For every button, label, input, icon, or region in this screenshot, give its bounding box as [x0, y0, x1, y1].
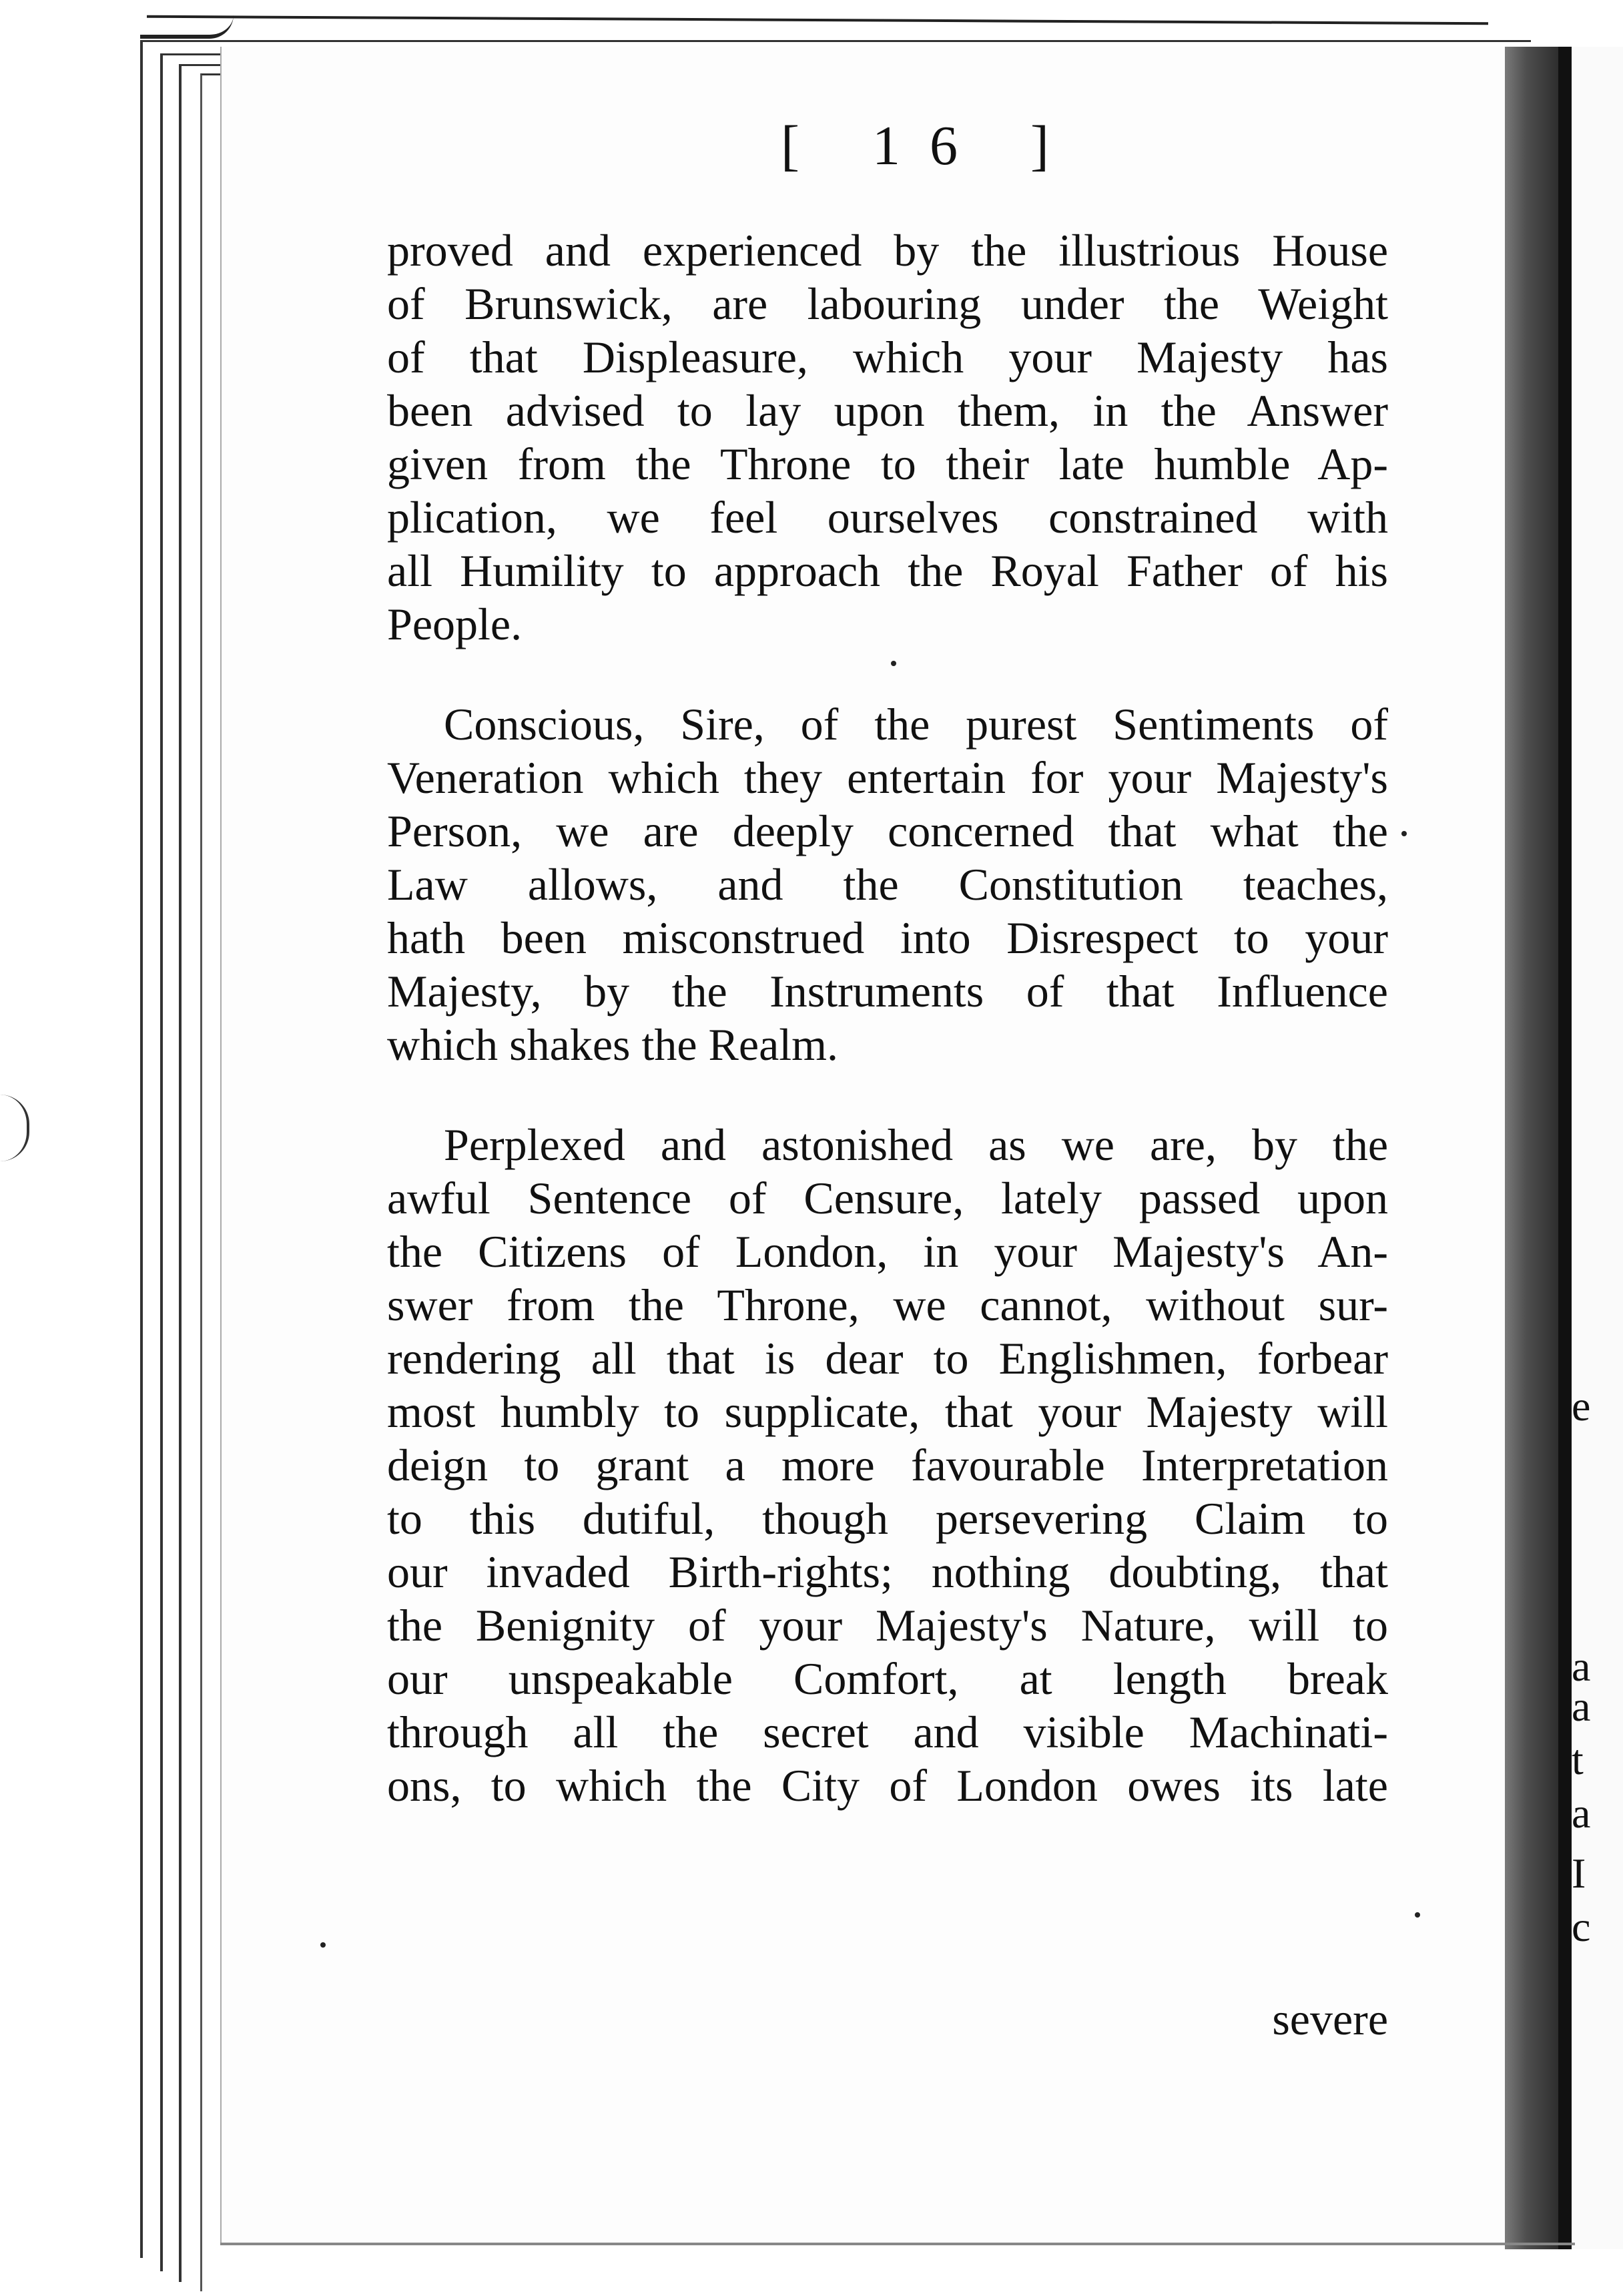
scan-top-edge: [147, 15, 1488, 25]
ink-speck: [1401, 831, 1407, 836]
facing-page-fragment: a: [1572, 1683, 1591, 1730]
text-line: awful Sentence of Censure, lately passed upon: [387, 1173, 1388, 1223]
text-line: which shakes the Realm.: [387, 1019, 839, 1070]
text-line: Majesty, by the Instruments of that Influence: [387, 966, 1388, 1017]
text-line: Perplexed and astonished as we are, by the: [444, 1119, 1388, 1170]
text-line: proved and experienced by the illustrious House: [387, 225, 1388, 276]
text-line: our unspeakable Comfort, at length break: [387, 1653, 1388, 1704]
text-line: of that Displeasure, which your Majesty has: [387, 332, 1388, 382]
facing-page-fragment: t: [1572, 1736, 1584, 1783]
facing-page-fragment: a: [1572, 1643, 1591, 1690]
book-gutter-shadow: [1505, 47, 1558, 2249]
text-line: deign to grant a more favourable Interpretation: [387, 1440, 1388, 1490]
text-line: Law allows, and the Constitution teaches,: [387, 859, 1388, 910]
text-line: the Citizens of London, in your Majesty's An-: [387, 1226, 1388, 1277]
text-line: plication, we feel ourselves constrained with: [387, 492, 1388, 543]
text-line: through all the secret and visible Machinati-: [387, 1707, 1388, 1757]
text-line: rendering all that is dear to Englishmen, forbear: [387, 1333, 1388, 1384]
facing-page-fragment: c: [1572, 1903, 1591, 1950]
text-line: Veneration which they entertain for your Majesty's: [387, 752, 1388, 803]
ink-speck: [1415, 1912, 1420, 1918]
scan-left-artifact: [0, 1095, 29, 1161]
text-line: been advised to lay upon them, in the Answer: [387, 385, 1388, 436]
scan-edge-mark: [140, 15, 234, 39]
text-line: our invaded Birth-rights; nothing doubting, that: [387, 1546, 1388, 1597]
facing-page-edge: [1572, 47, 1623, 2249]
page-number: [ 16 ]: [781, 115, 1078, 177]
text-line: hath been misconstrued into Disrespect to your: [387, 912, 1388, 963]
text-line: Conscious, Sire, of the purest Sentiments of: [444, 699, 1388, 750]
text-line: People.: [387, 599, 523, 649]
facing-page-fragment: e: [1572, 1382, 1591, 1430]
facing-page-fragment: a: [1572, 1789, 1591, 1837]
text-line: swer from the Throne, we cannot, without sur-: [387, 1279, 1388, 1330]
text-line: of Brunswick, are labouring under the Weight: [387, 278, 1388, 329]
ink-speck: [891, 661, 896, 666]
text-line: to this dutiful, though persevering Claim to: [387, 1493, 1388, 1544]
book-gutter-fold: [1558, 47, 1572, 2249]
facing-page-fragment: I: [1572, 1849, 1586, 1897]
text-line: ons, to which the City of London owes its late: [387, 1760, 1388, 1811]
scan-bottom-edge: [220, 2243, 1575, 2245]
ink-speck: [320, 1942, 326, 1948]
text-line: the Benignity of your Majesty's Nature, will to: [387, 1600, 1388, 1651]
text-line: given from the Throne to their late humble Ap-: [387, 439, 1388, 489]
catchword: severe: [1272, 1994, 1388, 2044]
text-line: Person, we are deeply concerned that what the: [387, 806, 1388, 856]
text-line: all Humility to approach the Royal Father of his: [387, 545, 1388, 596]
text-line: most humbly to supplicate, that your Majesty will: [387, 1386, 1388, 1437]
